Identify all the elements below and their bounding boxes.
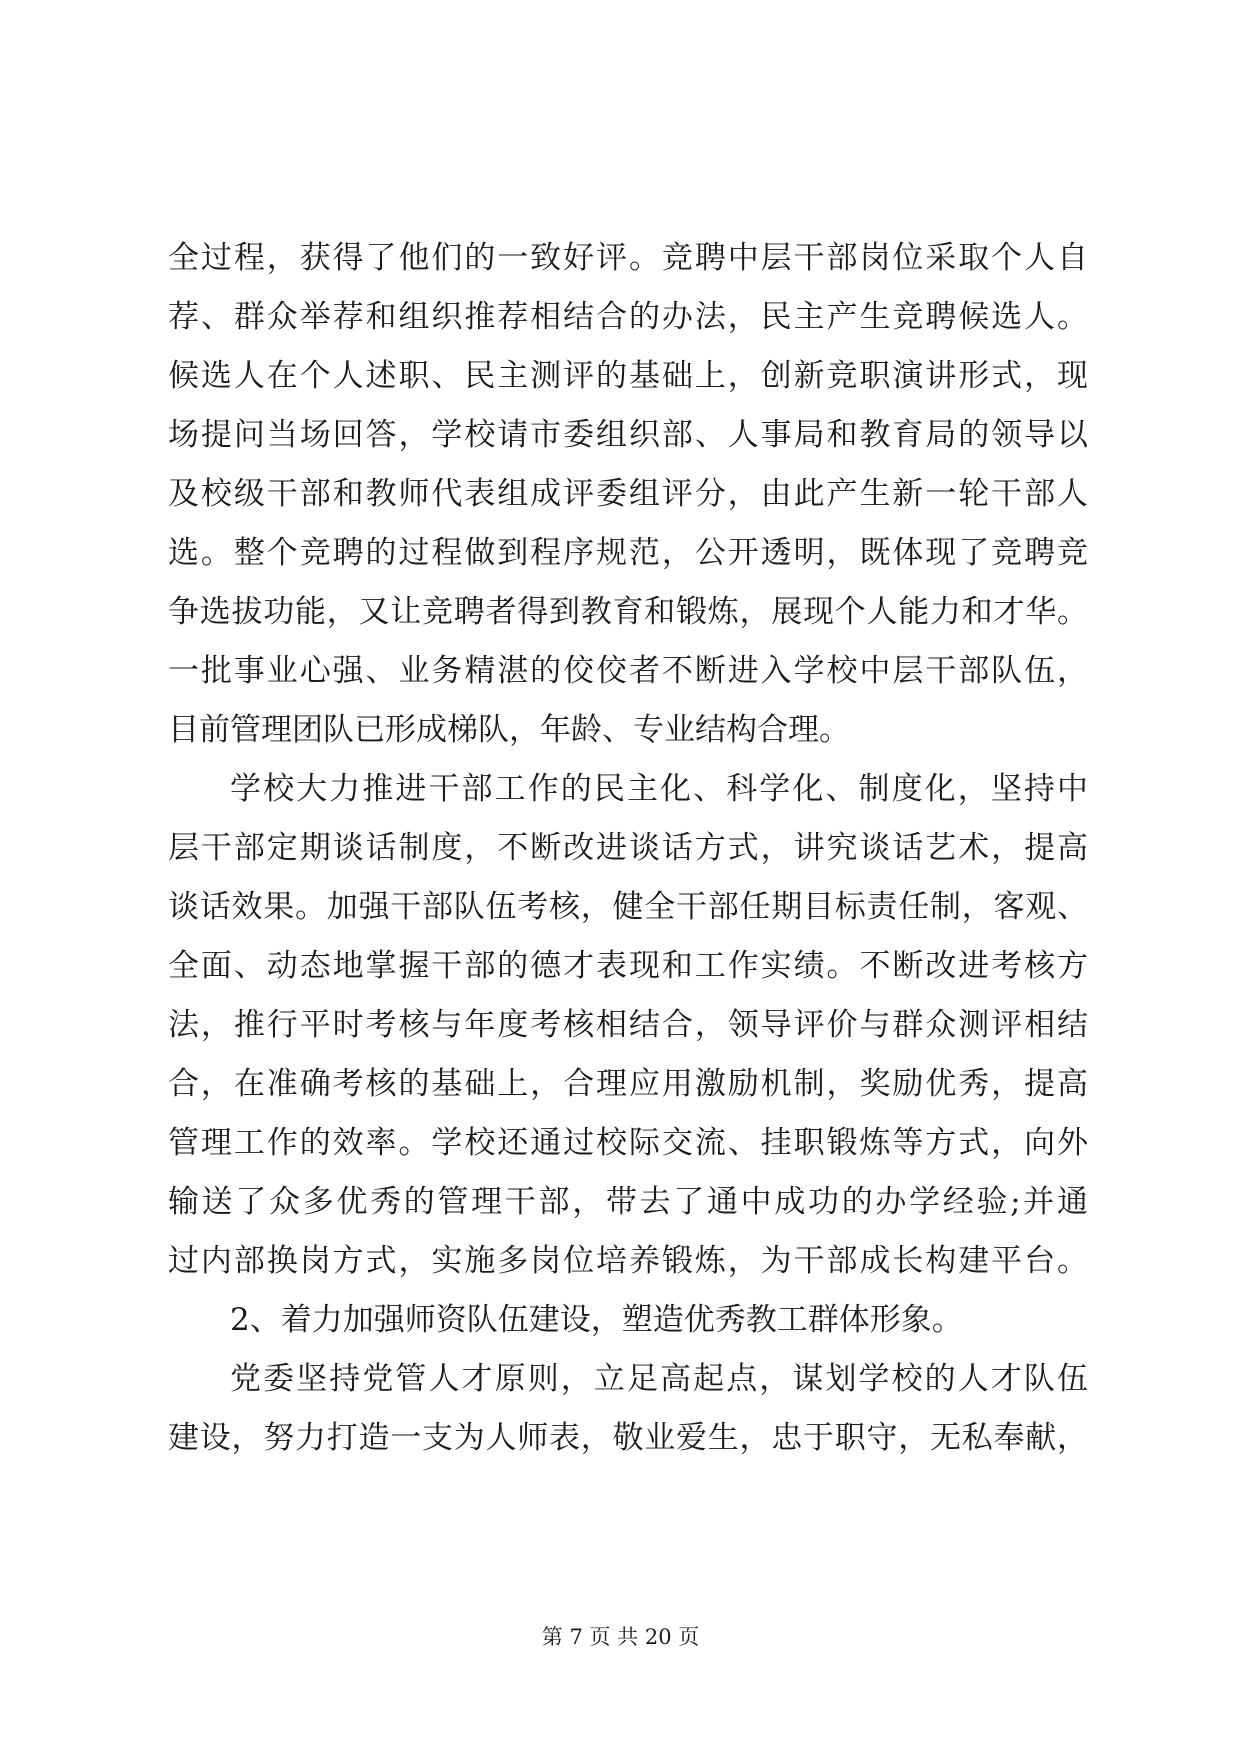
text-line: 目前管理团队已形成梯队，年龄、专业结构合理。	[168, 712, 850, 748]
text-line: 场提问当场回答，学校请市委组织部、人事局和教育局的领导以	[168, 417, 1088, 453]
text-line: 合，在准确考核的基础上，合理应用激励机制，奖励优秀，提高	[168, 1066, 1088, 1102]
section-heading: 2、着力加强师资队伍建设，塑造优秀教工群体形象。	[230, 1302, 963, 1338]
text-line: 全过程，获得了他们的一致好评。竞聘中层干部岗位采取个人自	[168, 240, 1088, 276]
page-footer: 第 7 页 共 20 页	[541, 1625, 700, 1649]
text-line: 输送了众多优秀的管理干部，带去了通中成功的办学经验;并通	[168, 1184, 1088, 1220]
text-line: 法，推行平时考核与年度考核相结合，领导评价与群众测评相结	[168, 1007, 1088, 1043]
text-line: 争选拔功能，又让竞聘者得到教育和锻炼，展现个人能力和才华。	[168, 594, 1088, 630]
text-line: 及校级干部和教师代表组成评委组评分，由此产生新一轮干部人	[168, 476, 1088, 512]
body-text	[168, 229, 1088, 1468]
paragraph-start-line: 学校大力推进干部工作的民主化、科学化、制度化，坚持中	[230, 771, 1088, 807]
text-line: 全面、动态地掌握干部的德才表现和工作实绩。不断改进考核方	[168, 948, 1088, 984]
text-line: 建设，努力打造一支为人师表，敬业爱生，忠于职守，无私奉献，	[168, 1420, 1088, 1456]
text-line: 层干部定期谈话制度，不断改进谈话方式，讲究谈话艺术，提高	[168, 830, 1088, 866]
text-line: 候选人在个人述职、民主测评的基础上，创新竞职演讲形式，现	[168, 358, 1088, 394]
text-line: 管理工作的效率。学校还通过校际交流、挂职锻炼等方式，向外	[168, 1125, 1088, 1161]
text-line: 一批事业心强、业务精湛的佼佼者不断进入学校中层干部队伍，	[168, 653, 1088, 689]
paragraph-start-line: 党委坚持党管人才原则，立足高起点，谋划学校的人才队伍	[230, 1361, 1088, 1397]
text-line: 谈话效果。加强干部队伍考核，健全干部任期目标责任制，客观、	[168, 889, 1088, 925]
text-line: 选。整个竞聘的过程做到程序规范，公开透明，既体现了竞聘竞	[168, 535, 1088, 571]
text-line: 荐、群众举荐和组织推荐相结合的办法，民主产生竞聘候选人。	[168, 299, 1088, 335]
text-line: 过内部换岗方式，实施多岗位培养锻炼，为干部成长构建平台。	[168, 1243, 1088, 1279]
